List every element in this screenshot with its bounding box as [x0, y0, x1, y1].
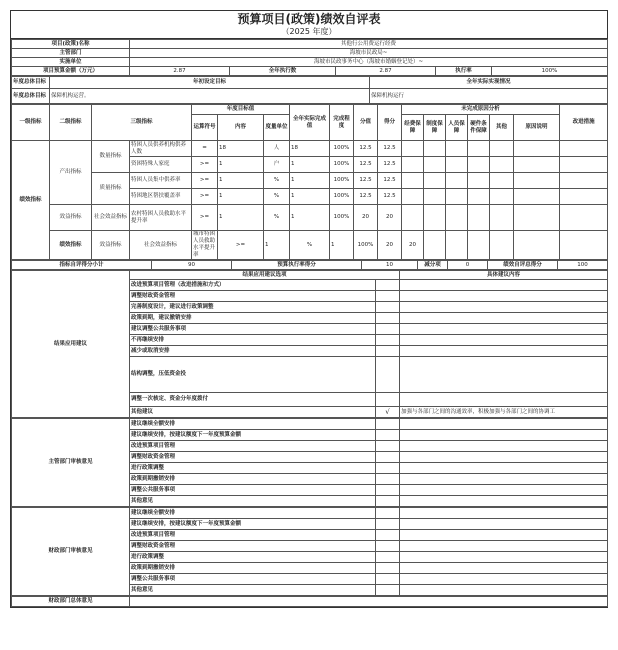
option-checkbox[interactable] [376, 291, 400, 302]
indicator-completion: 100% [330, 157, 354, 173]
reason-cell [490, 157, 514, 173]
finance-review-label: 财政部门审核意见 [12, 508, 130, 596]
application-detail [400, 346, 608, 357]
quantity-indicator-label: 数量指标 [92, 141, 130, 173]
indicator-completion: 100% [330, 141, 354, 157]
indicator-unit: 户 [264, 157, 290, 173]
improve-cell [560, 189, 608, 205]
reason-cell [446, 205, 468, 231]
indicator-unit: % [290, 231, 330, 260]
indicator-content: 1 [218, 205, 264, 231]
application-option: 政策到期，建议撤销安排 [130, 313, 376, 324]
reason-cell [402, 173, 424, 189]
improve-header: 改进措施 [560, 105, 608, 141]
other-option-checkbox[interactable]: √ [376, 407, 400, 418]
total-value: 100 [558, 261, 608, 270]
subtotal-value: 90 [152, 261, 232, 270]
exec-label: 全年执行数 [230, 67, 336, 76]
dept-review-option: 政策到期撤销安排 [130, 474, 376, 485]
dept-review-option: 调整公共服务事项 [130, 485, 376, 496]
finance-review-option: 调整公共服务事项 [130, 574, 376, 585]
reason-cell [446, 157, 468, 173]
indicator-completion: 100% [330, 205, 354, 231]
review-detail [400, 496, 608, 507]
indicator-unit: 人 [264, 141, 290, 157]
review-detail [400, 574, 608, 585]
exec-score-label: 预算执行率得分 [232, 261, 362, 270]
application-header-left: 结果应用建议选项 [130, 271, 400, 280]
indicator-table [11, 104, 608, 260]
budget-value: 2.87 [130, 67, 230, 76]
application-section-label: 结果应用建议 [12, 271, 130, 418]
indicator-score: 12.5 [354, 141, 378, 157]
reason-funding-header: 经费保障 [402, 115, 424, 141]
application-option: 其他建议 [130, 407, 376, 418]
application-detail [400, 357, 608, 393]
application-option: 不再继续安排 [130, 335, 376, 346]
completion-header: 完成程度 [330, 105, 354, 141]
exec-value: 2.87 [336, 67, 436, 76]
finance-overall-value [130, 597, 608, 607]
indicator-op: = [192, 141, 218, 157]
target-group-header: 年度目标值 [192, 105, 290, 115]
reason-hardware-header: 硬件条件保障 [468, 115, 490, 141]
dept-value: 海坡市民政局~ [130, 49, 608, 58]
unit-value: 海坡市民政事务中心（海坡市婚姻登记处）~ [130, 58, 608, 67]
option-checkbox[interactable] [376, 357, 400, 393]
indicator-content: 1 [218, 157, 264, 173]
indicator-completion: 100% [330, 189, 354, 205]
application-detail [400, 291, 608, 302]
score-summary-table [11, 260, 608, 270]
reason-cell [446, 189, 468, 205]
finance-review-option: 改进预算项目管理 [130, 530, 376, 541]
dept-review-option: 建议继续全额安排 [130, 419, 376, 430]
indicator-actual: 1 [290, 205, 330, 231]
indicator-actual: 1 [290, 157, 330, 173]
review-detail [400, 452, 608, 463]
review-checkbox[interactable] [376, 485, 400, 496]
review-detail [400, 463, 608, 474]
review-checkbox[interactable] [376, 430, 400, 441]
op-header: 运算符号 [192, 115, 218, 141]
indicator-name: 特困地区帮扶覆盖率 [130, 189, 192, 205]
indicator-op: >= [192, 173, 218, 189]
review-detail [400, 519, 608, 530]
indicator-unit: % [264, 173, 290, 189]
review-checkbox[interactable] [376, 508, 400, 519]
option-checkbox[interactable] [376, 313, 400, 324]
set-goal-value: 保障机构运营。 [50, 89, 370, 104]
indicator-name: 城市特困人员救助水平提升率 [192, 231, 218, 260]
reason-cell [514, 189, 560, 205]
reason-cell [424, 141, 446, 157]
indicator-actual: 18 [290, 141, 330, 157]
unit-label: 实施单位 [12, 58, 130, 67]
annual-goal-label: 年度总体目标 [12, 77, 50, 89]
annual-goal-row-label: 年度总体目标 [12, 89, 50, 104]
reason-cell [514, 173, 560, 189]
indicator-content: 1 [218, 173, 264, 189]
application-detail [400, 335, 608, 346]
reason-cell [402, 189, 424, 205]
finance-review-option: 调整财政资金管理 [130, 541, 376, 552]
review-checkbox[interactable] [376, 441, 400, 452]
review-detail [400, 430, 608, 441]
indicator-name: 特困人员集中供养率 [130, 173, 192, 189]
review-detail [400, 541, 608, 552]
total-label: 绩效自评总得分 [488, 261, 558, 270]
dept-review-table [11, 418, 608, 507]
option-checkbox[interactable] [376, 324, 400, 335]
indicator-content: 1 [264, 231, 290, 260]
indicator-earned: 12.5 [378, 157, 402, 173]
review-detail [400, 563, 608, 574]
indicator-score: 12.5 [354, 173, 378, 189]
project-name-label: 项目(政策)名称 [12, 40, 130, 49]
indicator-actual: 1 [290, 189, 330, 205]
subtotal-label: 指标自评得分小计 [12, 261, 152, 270]
review-checkbox[interactable] [376, 530, 400, 541]
unit-header: 度量单位 [264, 115, 290, 141]
budget-label: 项目预算金额（万元） [12, 67, 130, 76]
form-year: （2025 年度） [11, 26, 607, 39]
reason-cell [402, 205, 424, 231]
review-detail [400, 419, 608, 430]
form-title: 预算项目(政策)绩效自评表 [237, 12, 381, 26]
application-option: 改进预算项目管理（改进措施和方式） [130, 280, 376, 291]
review-detail [400, 530, 608, 541]
reason-cell [514, 157, 560, 173]
review-checkbox[interactable] [376, 452, 400, 463]
social-indicator-label: 社会效益指标 [92, 205, 130, 231]
set-goal-header: 年初设定目标 [50, 77, 370, 89]
indicator-earned: 12.5 [378, 189, 402, 205]
indicator-actual: 1 [290, 173, 330, 189]
reason-cell [468, 205, 490, 231]
improve-cell [560, 157, 608, 173]
reason-cell [560, 231, 608, 260]
review-checkbox[interactable] [376, 552, 400, 563]
reason-cell [490, 205, 514, 231]
social-indicator-label-2: 社会效益指标 [130, 231, 192, 260]
review-detail [400, 485, 608, 496]
project-name-value: 其他行公用费运行经费 [130, 40, 608, 49]
reason-cell [402, 157, 424, 173]
reason-cell [514, 141, 560, 157]
quality-indicator-label: 质量指标 [92, 173, 130, 205]
reason-cell [490, 231, 514, 260]
actual-header: 全年实际完成值 [290, 105, 330, 141]
dept-review-option: 改进预算项目管理 [130, 441, 376, 452]
application-detail [400, 324, 608, 335]
rate-label: 执行率 [436, 67, 492, 76]
indicator-op: >= [218, 231, 264, 260]
perf-indicator-label: 绩效指标 [12, 141, 50, 260]
finance-overall-label: 财政部门总体意见 [12, 597, 130, 607]
earned-header: 得分 [378, 105, 402, 141]
dept-review-option: 其他意见 [130, 496, 376, 507]
indicator-name: 资困特殊人家庭 [130, 157, 192, 173]
option-checkbox[interactable] [376, 280, 400, 291]
indicator-earned: 20 [378, 205, 402, 231]
indicator-earned: 12.5 [378, 141, 402, 157]
indicator-op: >= [192, 189, 218, 205]
level1-header: 一级指标 [12, 105, 50, 141]
application-option: 调整一次核定、资金分年度拨付 [130, 393, 376, 407]
review-checkbox[interactable] [376, 474, 400, 485]
indicator-score: 12.5 [354, 189, 378, 205]
content-header: 内容 [218, 115, 264, 141]
benefit-indicator-label-2: 效益指标 [92, 231, 130, 260]
indicator-content: 18 [218, 141, 264, 157]
exec-score-value: 10 [362, 261, 418, 270]
reason-system-header: 制度保障 [424, 115, 446, 141]
application-option: 调整财政资金管理 [130, 291, 376, 302]
perf-indicator-label-2: 绩效指标 [50, 231, 92, 260]
reason-cell [514, 231, 560, 260]
option-checkbox[interactable] [376, 393, 400, 407]
reason-cell [424, 189, 446, 205]
indicator-unit: % [264, 205, 290, 231]
finance-review-option: 进行政策调整 [130, 552, 376, 563]
reason-cell [514, 205, 560, 231]
dept-review-option: 建议继续安排，按建议额度下一年度预算金额 [130, 430, 376, 441]
review-checkbox[interactable] [376, 574, 400, 585]
unmet-group-header: 未完成原因分析 [402, 105, 560, 115]
application-table [11, 270, 608, 418]
review-detail [400, 508, 608, 519]
finance-overall-table [11, 596, 608, 607]
actual-goal-header: 全年实际实现情况 [370, 77, 608, 89]
review-checkbox[interactable] [376, 419, 400, 430]
application-detail [400, 313, 608, 324]
application-option: 建议调整公共服务事项 [130, 324, 376, 335]
reason-cell [446, 231, 468, 260]
indicator-unit: % [264, 189, 290, 205]
finance-review-option: 建议继续安排，按建议额度下一年度预算金额 [130, 519, 376, 530]
reason-cell [490, 141, 514, 157]
indicator-earned: 20 [402, 231, 424, 260]
option-checkbox[interactable] [376, 302, 400, 313]
finance-review-option: 政策到期撤销安排 [130, 563, 376, 574]
basic-info-table [11, 39, 608, 76]
application-detail [400, 302, 608, 313]
actual-goal-value: 保障机构运行 [370, 89, 608, 104]
review-checkbox[interactable] [376, 463, 400, 474]
reason-cell [490, 189, 514, 205]
indicator-content: 1 [218, 189, 264, 205]
review-detail [400, 552, 608, 563]
review-detail [400, 585, 608, 596]
reason-cell [446, 141, 468, 157]
indicator-actual: 1 [330, 231, 354, 260]
application-option: 减少或取消安排 [130, 346, 376, 357]
dept-review-option: 进行政策调整 [130, 463, 376, 474]
reason-cell [402, 141, 424, 157]
review-detail [400, 474, 608, 485]
finance-review-option: 建议继续全额安排 [130, 508, 376, 519]
other-suggestion-text: 加强与各部门之间的沟通效率，积极加强与各部门之间的协调工 [400, 407, 608, 418]
improve-cell [560, 141, 608, 157]
reason-cell [424, 231, 446, 260]
deduct-value: 0 [448, 261, 488, 270]
goal-table [11, 76, 608, 104]
reason-note-header: 原因说明 [514, 115, 560, 141]
indicator-op: >= [192, 157, 218, 173]
reason-cell [424, 173, 446, 189]
review-checkbox[interactable] [376, 563, 400, 574]
indicator-earned: 12.5 [378, 173, 402, 189]
indicator-name: 特困人员供养机构供养人数 [130, 141, 192, 157]
indicator-score: 20 [378, 231, 402, 260]
finance-review-table [11, 507, 608, 596]
benefit-indicator-label: 效益指标 [50, 205, 92, 231]
improve-cell [560, 173, 608, 189]
deduct-label: 减分项 [418, 261, 448, 270]
indicator-name: 农村特困人员救助水平提升率 [130, 205, 192, 231]
level2-header: 二级指标 [50, 105, 92, 141]
dept-review-option: 调整财政资金管理 [130, 452, 376, 463]
option-checkbox[interactable] [376, 346, 400, 357]
reason-cell [424, 157, 446, 173]
reason-cell [468, 189, 490, 205]
rate-value: 100% [492, 67, 608, 76]
application-option: 结构调整，压低资金投 [130, 357, 376, 393]
option-checkbox[interactable] [376, 335, 400, 346]
reason-cell [446, 173, 468, 189]
indicator-completion: 100% [330, 173, 354, 189]
reason-cell [468, 231, 490, 260]
reason-cell [468, 157, 490, 173]
finance-review-option: 其他意见 [130, 585, 376, 596]
output-indicator-label: 产出指标 [50, 141, 92, 205]
indicator-op: >= [192, 205, 218, 231]
indicator-completion: 100% [354, 231, 378, 260]
reason-staff-header: 人员保障 [446, 115, 468, 141]
review-checkbox[interactable] [376, 541, 400, 552]
review-checkbox[interactable] [376, 496, 400, 507]
dept-review-label: 主管部门审核意见 [12, 419, 130, 507]
reason-cell [468, 173, 490, 189]
application-option: 完善制度设计，建议进行政策调整 [130, 302, 376, 313]
review-detail [400, 441, 608, 452]
application-header-right: 具体建议内容 [400, 271, 608, 280]
dept-label: 主管部门 [12, 49, 130, 58]
review-checkbox[interactable] [376, 585, 400, 596]
application-detail [400, 393, 608, 407]
review-checkbox[interactable] [376, 519, 400, 530]
score-header: 分值 [354, 105, 378, 141]
reason-other-header: 其他 [490, 115, 514, 141]
reason-cell [424, 205, 446, 231]
indicator-score: 12.5 [354, 157, 378, 173]
reason-cell [468, 141, 490, 157]
self-evaluation-form [10, 10, 608, 608]
improve-cell [560, 205, 608, 231]
indicator-score: 20 [354, 205, 378, 231]
reason-cell [490, 173, 514, 189]
level3-header: 三级指标 [92, 105, 192, 141]
application-detail [400, 280, 608, 291]
